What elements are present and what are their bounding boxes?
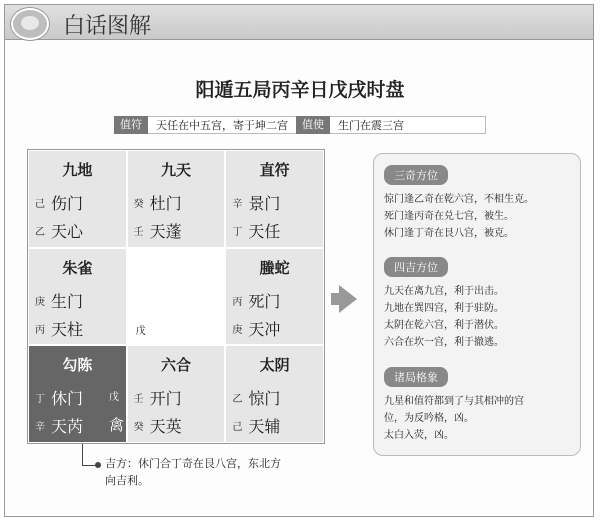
panel-line: 九星和值符都到了与其相冲的宫 [384, 396, 524, 407]
cell-stem: 壬 [133, 227, 144, 238]
analysis-panel [373, 153, 581, 456]
cell-door: 生门 [51, 291, 84, 311]
grid-cell-6 [225, 248, 324, 346]
panel-line: 九天在离九宫，利于出击。 [384, 286, 504, 297]
cell-door: 死门 [248, 291, 281, 311]
cell-title: 螣蛇 [259, 258, 290, 277]
info-text-zhishi: 生门在震三宫 [330, 116, 486, 134]
cell-title: 勾陈 [62, 356, 93, 375]
page-title: 阳遁五局丙辛日戊戌时盘 [195, 79, 405, 101]
section-title: 诸局格象 [384, 367, 448, 387]
cell-stem: 丙 [232, 296, 243, 308]
info-tag-zhifu: 值符 [114, 116, 148, 134]
note-text [105, 455, 285, 489]
header-bar [5, 5, 593, 40]
cell-door: 惊门 [248, 389, 281, 409]
cell-title: 太阴 [259, 356, 290, 375]
header-title: 白话图解 [63, 14, 152, 39]
panel-line: 惊门逢乙奇在乾六宫，不相生克。 [384, 194, 534, 205]
cell-door: 开门 [149, 389, 182, 409]
note-body: 休门合丁奇在艮八宫，东北方向吉利。 [105, 457, 281, 487]
cell-stem: 丁 [232, 227, 243, 238]
note-connector [82, 465, 96, 466]
panel-line: 九地在巽四宫，利于驻防。 [384, 303, 504, 314]
cell-title: 九地 [62, 161, 93, 179]
cell-door: 休门 [51, 389, 84, 409]
cell-stem: 癸 [133, 422, 144, 434]
cell-star: 天英 [149, 417, 182, 437]
note-connector [82, 444, 83, 466]
panel-line: 位，为反吟格，凶。 [384, 413, 474, 424]
cell-stem: 辛 [35, 422, 45, 434]
cell-door: 景门 [248, 194, 281, 213]
cell-title: 六合 [160, 356, 191, 375]
cell-stem: 乙 [232, 394, 243, 406]
cell-star: 天任 [248, 222, 281, 241]
cell-stem: 戊 [135, 325, 146, 337]
section-title: 三奇方位 [384, 165, 448, 185]
grid-cell-5 [127, 248, 226, 346]
cell-stem: 己 [232, 422, 243, 434]
cell-stem: 壬 [133, 394, 144, 406]
cell-door: 伤门 [51, 194, 84, 213]
cell-star: 天芮 [51, 417, 84, 437]
cell-extra-star: 禽 [109, 416, 125, 435]
grid-cell-4 [28, 248, 127, 346]
panel-line: 太白入荧，凶。 [384, 430, 454, 441]
cell-title: 直符 [259, 161, 290, 179]
panel-section-1 [384, 164, 576, 242]
grid-cell-8 [127, 345, 226, 443]
bullet-icon [95, 462, 101, 468]
grid-cell-1 [28, 150, 127, 248]
cell-stem: 庚 [232, 324, 243, 336]
panel-line: 死门逢丙奇在兑七宫，被生。 [384, 211, 514, 222]
panel-line: 六合在坎一宫，利于撤逃。 [384, 337, 504, 348]
page-frame [4, 4, 594, 517]
cell-stem: 丁 [35, 394, 45, 406]
info-tag-zhishi: 值使 [296, 116, 330, 134]
panel-line: 太阴在乾六宫，利于潜伏。 [384, 320, 504, 331]
cell-door: 杜门 [149, 194, 182, 213]
cell-star: 天冲 [248, 319, 281, 339]
cell-star: 天蓬 [149, 222, 182, 241]
grid-cell-3 [225, 150, 324, 248]
panel-section-3 [384, 366, 576, 444]
cell-star: 天心 [51, 222, 84, 241]
cell-stem: 癸 [133, 199, 144, 210]
cell-title: 九天 [160, 161, 191, 179]
qimen-grid [27, 149, 325, 444]
note-label: 吉方： [105, 457, 138, 470]
panel-line: 休门逢丁奇在艮八宫，被克。 [384, 228, 514, 239]
logo-icon [11, 8, 49, 40]
cell-star: 天柱 [51, 319, 84, 339]
grid-cell-9 [225, 345, 324, 443]
section-title: 四吉方位 [384, 257, 448, 277]
cell-stem: 庚 [35, 296, 45, 308]
cell-extra-stem: 戊 [109, 392, 119, 404]
cell-stem: 辛 [232, 199, 243, 210]
cell-stem: 丙 [35, 324, 45, 336]
cell-star: 天辅 [248, 417, 281, 437]
cell-title: 朱雀 [62, 258, 93, 277]
cell-stem: 乙 [35, 227, 45, 238]
info-text-zhifu: 天任在中五宫，寄于坤二宫 [148, 116, 296, 134]
arrow-right-icon [339, 285, 357, 313]
cell-stem: 己 [35, 199, 45, 210]
info-bar [114, 116, 486, 134]
grid-cell-7 [28, 345, 127, 443]
panel-section-2 [384, 256, 576, 351]
grid-cell-2 [127, 150, 226, 248]
